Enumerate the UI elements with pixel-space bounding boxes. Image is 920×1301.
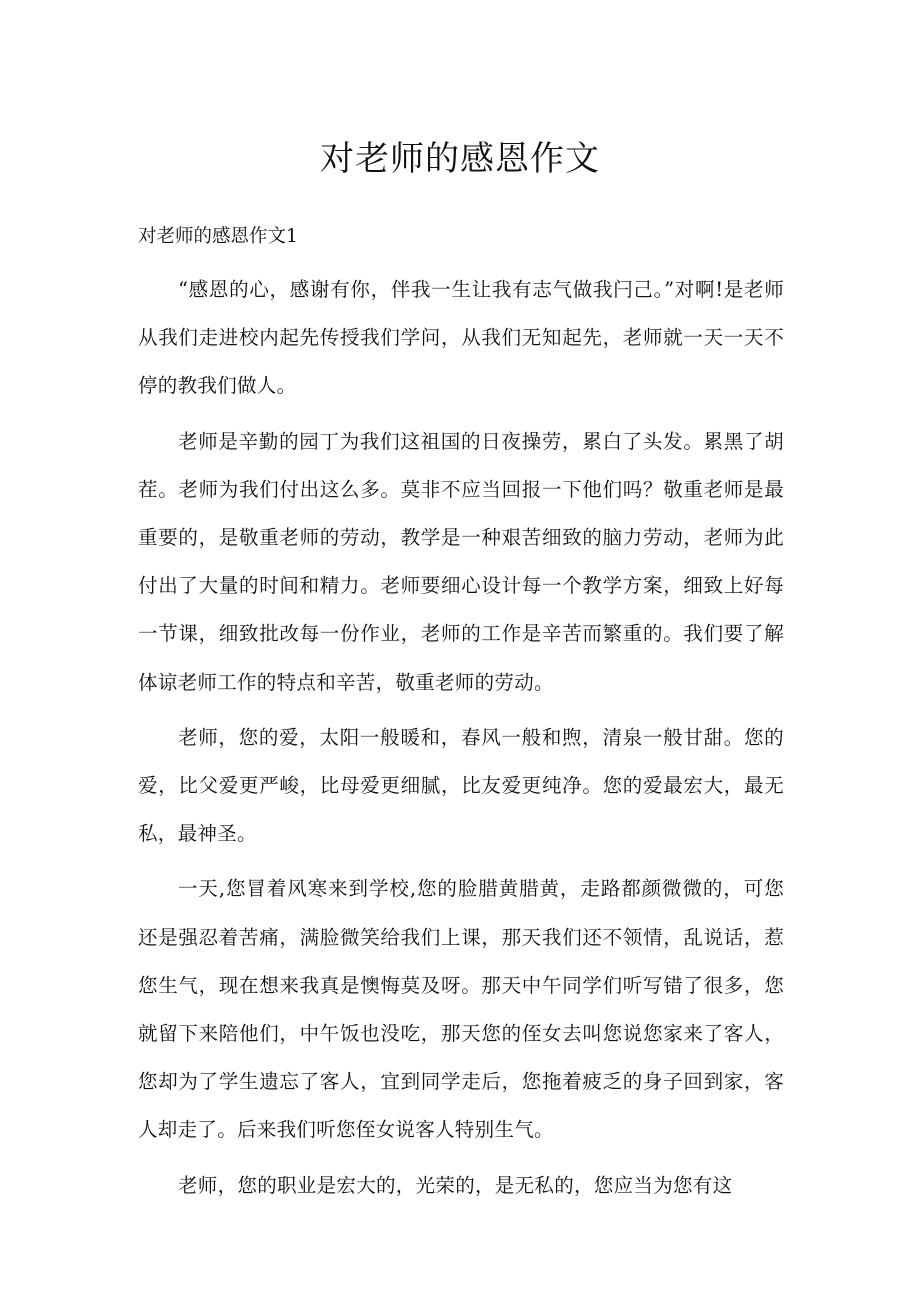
page-title: 对老师的感恩作文 bbox=[320, 139, 600, 179]
paragraph-1: “感恩的心，感谢有你，伴我一生让我有志气做我闩己。”对啊!是老师从我们走进校内起先传授我们学问，从我们无知起先，老师就一天一天不停的教我们做人。 bbox=[138, 278, 784, 398]
paragraph-2: 老师是辛勤的园丁为我们这祖国的日夜操劳，累白了头发。累黑了胡茬。老师为我们付出这么多。莫非不应当回报一下他们吗？敬重老师是最重要的，是敬重老师的劳动，教学是一种艰苦细致的脑力劳动，老师为此付出了大量的时间和精力。老师要细心设计每一个教学方案，细致上好每一节课，细致批改每一份作业，老师的工作是辛苦而繁重的。我们要了解体谅老师工作的特点和辛苦，敬重老师的劳动。 bbox=[138, 429, 784, 694]
section-heading: 对老师的感恩作文1 bbox=[138, 226, 298, 247]
essay-body bbox=[138, 266, 784, 1217]
paragraph-3: 老师，您的爱，太阳一般暖和，春风一般和煦，清泉一般甘甜。您的爱，比父爱更严峻，比母爱更细腻，比友爱更纯净。您的爱最宏大，最无私，最神圣。 bbox=[138, 725, 784, 846]
paragraph-4: 一天,您冒着风寒来到学校,您的脸腊黄腊黄，走路都颜微微的，可您还是强忍着苦痛，满脸微笑给我们上课，那天我们还不领情，乱说话，惹您生气，现在想来我真是懊悔莫及呀。那天中午同学们听写错了很多，您就留下来陪他们，中午饭也没吃，那天您的侄女去叫您说您家来了客人，您却为了学生遗忘了客人，宜到同学走后，您拖着疲乏的身子回到家，客人却走了。后来我们听您侄女说客人特别生气。 bbox=[138, 877, 784, 1142]
paragraph-5: 老师，您的职业是宏大的，光荣的，是无私的，您应当为您有这 bbox=[178, 1173, 733, 1197]
